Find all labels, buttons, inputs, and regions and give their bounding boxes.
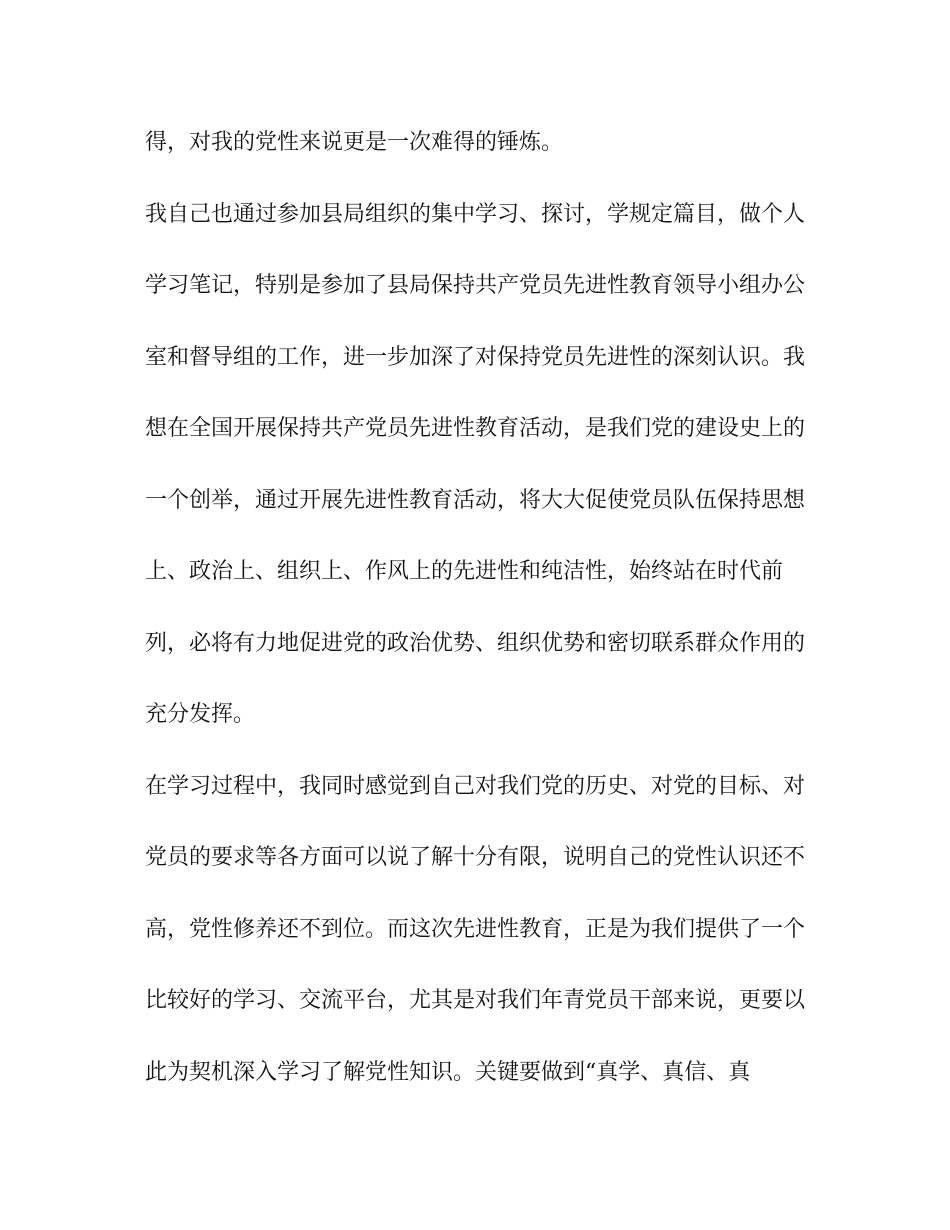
- text-line: 比较好的学习、交流平台，尤其是对我们年青党员干部来说，更要以: [145, 988, 806, 1013]
- text-line: 学习笔记，特别是参加了县局保持共产党员先进性教育领导小组办公: [145, 273, 806, 298]
- text-line: 我自己也通过参加县局组织的集中学习、探讨，学规定篇目，做个人: [145, 202, 806, 227]
- text-line: 党员的要求等各方面可以说了解十分有限，说明自己的党性认识还不: [145, 845, 806, 870]
- text-line: 得，对我的党性来说更是一次难得的锤炼。: [145, 130, 564, 155]
- text-line: 上、政治上、组织上、作风上的先进性和纯洁性，始终站在时代前: [145, 559, 784, 584]
- text-line: 充分发挥。: [145, 702, 256, 727]
- text-line: 此为契机深入学习了解党性知识。关键要做到“真学、真信、真: [145, 1060, 751, 1085]
- text-line: 列，必将有力地促进党的政治优势、组织优势和密切联系群众作用的: [145, 631, 806, 656]
- text-line: 室和督导组的工作，进一步加深了对保持党员先进性的深刻认识。我: [145, 345, 806, 370]
- text-line: 在学习过程中，我同时感觉到自己对我们党的历史、对党的目标、对: [145, 774, 806, 799]
- text-line: 高，党性修养还不到位。而这次先进性教育，正是为我们提供了一个: [145, 917, 806, 942]
- text-line: 一个创举，通过开展先进性教育活动，将大大促使党员队伍保持思想: [145, 488, 806, 513]
- text-line: 想在全国开展保持共产党员先进性教育活动，是我们党的建设史上的: [145, 416, 806, 441]
